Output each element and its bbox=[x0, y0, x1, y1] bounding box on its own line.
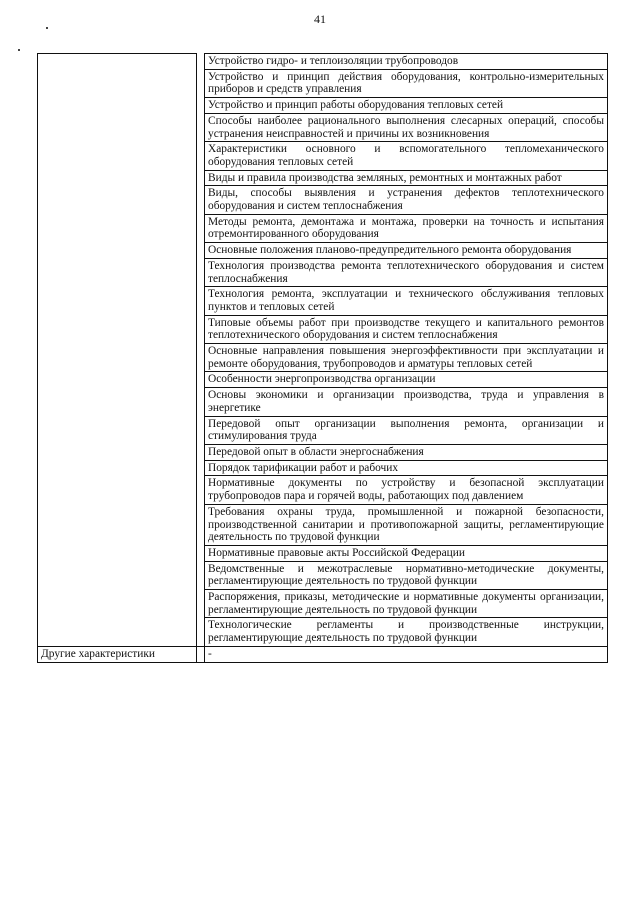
knowledge-item: Распоряжения, приказы, методические и нормативные документы организации, регламентирующие деятельность по трудовой функции bbox=[205, 590, 608, 618]
knowledge-item: Характеристики основного и вспомогательного тепломеханического оборудования тепловых сетей bbox=[205, 142, 608, 170]
knowledge-item: Устройство гидро- и теплоизоляции трубопроводов bbox=[205, 54, 608, 70]
page-number: 41 bbox=[314, 12, 326, 26]
knowledge-item: Ведомственные и межотраслевые нормативно-методические документы, регламентирующие деятельность по трудовой функции bbox=[205, 561, 608, 589]
gap-column-cell bbox=[197, 54, 205, 647]
knowledge-item: Передовой опыт в области энергоснабжения bbox=[205, 444, 608, 460]
knowledge-item: Устройство и принцип работы оборудования тепловых сетей bbox=[205, 98, 608, 114]
table-row bbox=[38, 54, 608, 70]
knowledge-item: Нормативные правовые акты Российской Федерации bbox=[205, 545, 608, 561]
knowledge-item: Технология производства ремонта теплотехнического оборудования и систем теплоснабжения bbox=[205, 258, 608, 286]
left-column-cell bbox=[38, 54, 197, 647]
knowledge-item: Передовой опыт организации выполнения ремонта, организации и стимулирования труда bbox=[205, 416, 608, 444]
knowledge-item: Типовые объемы работ при производстве текущего и капитального ремонтов теплотехнического оборудования и систем теплоснабжения bbox=[205, 315, 608, 343]
knowledge-item: Технологические регламенты и производственные инструкции, регламентирующие деятельность по трудовой функции bbox=[205, 618, 608, 646]
knowledge-item: Способы наиболее рационального выполнения слесарных операций, способы устранения неисправностей и причины их возникновения bbox=[205, 113, 608, 141]
knowledge-item: Основные направления повышения энергоэффективности при эксплуатации и ремонте оборудования, трубопроводов и арматуры тепловых сетей bbox=[205, 344, 608, 372]
gap-column-cell bbox=[197, 646, 205, 662]
knowledge-table bbox=[37, 53, 608, 663]
knowledge-item: Особенности энергопроизводства организации bbox=[205, 372, 608, 388]
knowledge-item: Нормативные документы по устройству и безопасной эксплуатации трубопроводов пара и горячей воды, работающих под давлением bbox=[205, 476, 608, 504]
other-characteristics-label: Другие характеристики bbox=[38, 646, 197, 662]
knowledge-item: Виды и правила производства земляных, ремонтных и монтажных работ bbox=[205, 170, 608, 186]
knowledge-item: Требования охраны труда, промышленной и пожарной безопасности, производственной санитарии и противопожарной защиты, регламентирующие деятельность по трудовой функции bbox=[205, 504, 608, 545]
knowledge-item: Порядок тарификации работ и рабочих bbox=[205, 460, 608, 476]
other-characteristics-value: - bbox=[205, 646, 608, 662]
knowledge-item: Технология ремонта, эксплуатации и технического обслуживания тепловых пунктов и тепловых сетей bbox=[205, 287, 608, 315]
knowledge-item: Устройство и принцип действия оборудования, контрольно-измерительных приборов и средств управления bbox=[205, 69, 608, 97]
knowledge-item: Виды, способы выявления и устранения дефектов теплотехнического оборудования и систем теплоснабжения bbox=[205, 186, 608, 214]
other-characteristics-row bbox=[38, 646, 608, 662]
knowledge-item: Основы экономики и организации производства, труда и управления в энергетике bbox=[205, 388, 608, 416]
margin-mark-top bbox=[46, 27, 48, 29]
margin-mark-left bbox=[18, 49, 20, 51]
knowledge-item: Методы ремонта, демонтажа и монтажа, проверки на точность и испытания отремонтированного оборудования bbox=[205, 214, 608, 242]
knowledge-item: Основные положения планово-предупредительного ремонта оборудования bbox=[205, 243, 608, 259]
